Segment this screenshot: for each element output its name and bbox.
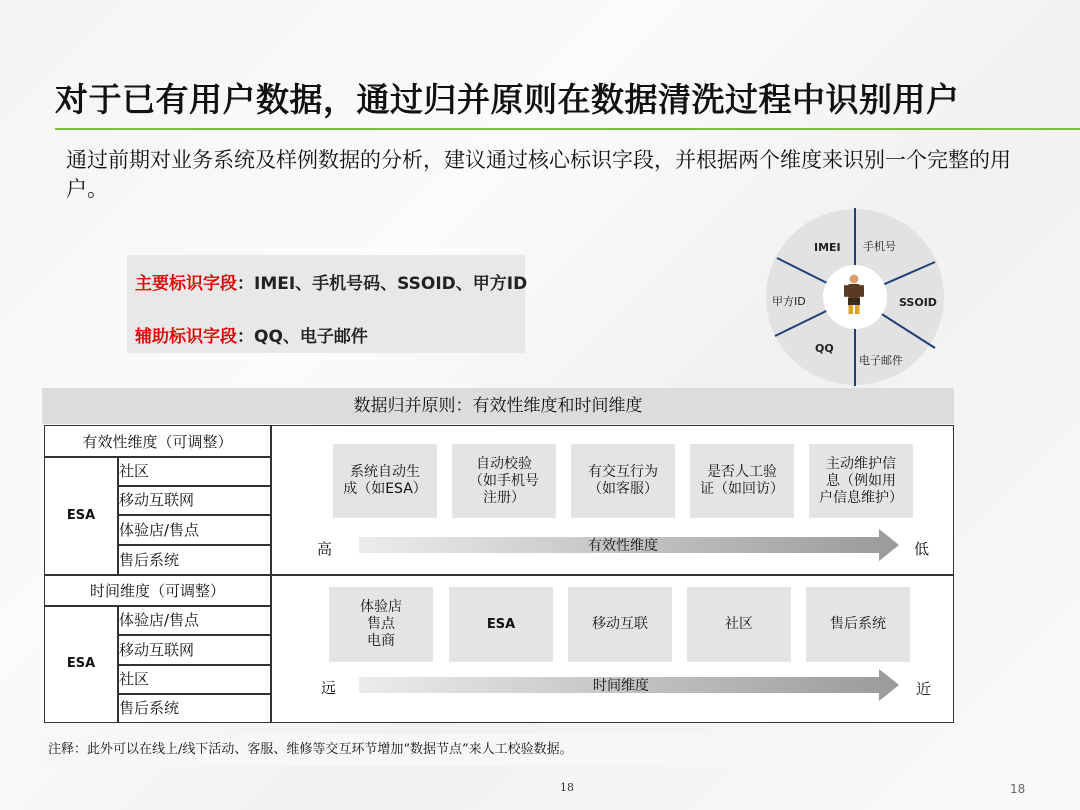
primary-fields-row [135, 269, 527, 294]
validity-arrow-label: 有效性维度 [588, 538, 658, 554]
time-far-label: 远 [321, 679, 337, 697]
validity-step-box: 有交互行为 （如客服） [571, 444, 675, 518]
page-number-center: 18 [560, 781, 574, 794]
time-step-box: 售后系统 [806, 587, 910, 662]
merge-principle-table [44, 425, 954, 723]
identifier-wheel [765, 208, 945, 386]
time-row: 售后系统 [119, 699, 180, 717]
validity-row: 体验店/售点 [119, 520, 200, 539]
time-header: 时间维度（可调整） [89, 581, 225, 600]
time-row: 移动互联网 [119, 640, 195, 659]
primary-fields-value: ：IMEI、手机号码、SSOID、甲方ID [237, 274, 528, 294]
validity-row: 移动互联网 [119, 491, 195, 509]
validity-group-label: ESA [66, 507, 96, 523]
time-row: 体验店/售点 [119, 611, 200, 629]
wheel-label-party-id: 甲方ID [772, 295, 806, 308]
time-row: 社区 [119, 670, 150, 688]
secondary-fields-label: 辅助标识字段 [135, 327, 237, 347]
wheel-label-ssoid: SSOID [899, 296, 937, 309]
validity-low-label: 低 [914, 540, 930, 558]
time-step-box: 体验店 售点 电商 [329, 587, 433, 662]
time-near-label: 近 [916, 680, 932, 698]
validity-row: 社区 [119, 462, 150, 480]
wheel-label-qq: QQ [815, 342, 834, 355]
secondary-fields-row [135, 322, 368, 347]
footnote: 注释：此外可以在线上/线下活动、客服、维修等交互环节增加“数据节点”来人工校验数据。 [42, 734, 863, 766]
validity-step-box: 是否人工验 证（如回访） [690, 444, 794, 518]
slide-title: 对于已有用户数据，通过归并原则在数据清洗过程中识别用户 [55, 80, 960, 119]
validity-header: 有效性维度（可调整） [82, 432, 233, 451]
primary-fields-label: 主要标识字段 [135, 274, 237, 294]
time-group-label: ESA [66, 656, 96, 671]
title-underline [55, 128, 1080, 130]
wheel-label-email: 电子邮件 [859, 354, 903, 367]
validity-step-box: 自动校验 （如手机号 注册） [452, 444, 556, 518]
person-icon [842, 274, 866, 316]
time-step-box: 社区 [687, 587, 791, 662]
wheel-label-imei: IMEI [814, 241, 841, 254]
intro-text: 通过前期对业务系统及样例数据的分析，建议通过核心标识字段，并根据两个维度来识别一个完整的用户。 [66, 148, 1011, 201]
merge-principle-header: 数据归并原则：有效性维度和时间维度 [42, 388, 954, 424]
page-number-right: 18 [1010, 782, 1026, 796]
time-step-box: ESA [449, 587, 553, 662]
identifier-fields-box [127, 255, 528, 353]
secondary-fields-value: ：QQ、电子邮件 [237, 327, 368, 347]
validity-high-label: 高 [317, 540, 333, 558]
validity-row: 售后系统 [119, 550, 180, 569]
validity-step-box: 系统自动生 成（如ESA） [333, 444, 437, 518]
time-step-box: 移动互联 [568, 587, 672, 662]
wheel-label-phone: 手机号 [863, 240, 896, 253]
time-arrow-label: 时间维度 [593, 678, 649, 694]
validity-step-box: 主动维护信 息（例如用 户信息维护） [809, 444, 913, 518]
